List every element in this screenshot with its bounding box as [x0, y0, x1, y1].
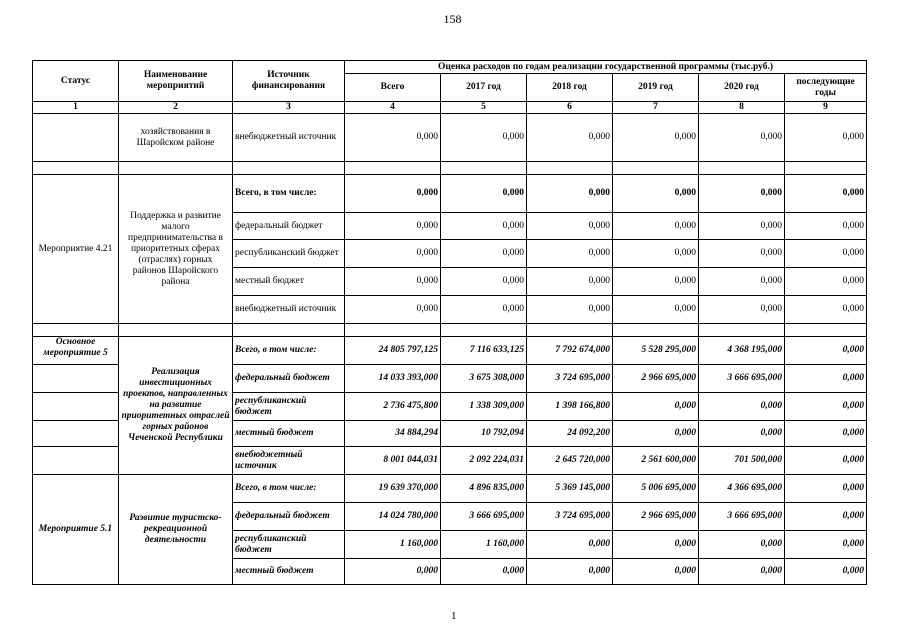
header-status: Статус	[33, 61, 119, 102]
header-source: Источник финансирования	[233, 61, 345, 102]
source-cell: республиканский бюджет	[233, 531, 345, 559]
value-cell: 0,000	[785, 503, 867, 531]
value-cell: 0,000	[527, 268, 613, 296]
value-cell: 0,000	[785, 365, 867, 393]
name-cell: Поддержка и развитие малого предпринимательства в приоритетных сферах (отраслях) горных районов Шаройского района	[119, 175, 233, 324]
value-cell: 0,000	[785, 421, 867, 447]
value-cell: 0,000	[527, 296, 613, 324]
header-2017: 2017 год	[441, 74, 527, 102]
value-cell: 0,000	[785, 393, 867, 421]
source-cell: внебюджетный источник	[233, 296, 345, 324]
value-cell: 0,000	[699, 213, 785, 240]
value-cell: 0,000	[441, 114, 527, 162]
table-row	[33, 114, 867, 162]
index-cell: 9	[785, 102, 867, 114]
header-2019: 2019 год	[613, 74, 699, 102]
source-cell: Всего, в том числе:	[233, 175, 345, 213]
value-cell: 0,000	[441, 175, 527, 213]
value-cell: 2 966 695,000	[613, 365, 699, 393]
value-cell: 7 792 674,000	[527, 337, 613, 365]
value-cell: 1 160,000	[345, 531, 441, 559]
value-cell: 0,000	[785, 114, 867, 162]
value-cell: 2 092 224,031	[441, 447, 527, 475]
value-cell: 0,000	[527, 175, 613, 213]
source-cell: Всего, в том числе:	[233, 337, 345, 365]
index-cell: 2	[119, 102, 233, 114]
status-cell: Основное мероприятие 5	[33, 337, 119, 365]
value-cell: 0,000	[785, 175, 867, 213]
status-cell	[33, 447, 119, 475]
footer-mark: 1	[451, 610, 457, 622]
value-cell: 0,000	[441, 559, 527, 585]
value-cell: 0,000	[613, 296, 699, 324]
value-cell: 0,000	[441, 213, 527, 240]
source-cell: внебюджетный источник	[233, 114, 345, 162]
value-cell: 0,000	[345, 559, 441, 585]
value-cell: 8 001 044,031	[345, 447, 441, 475]
header-name: Наименование мероприятий	[119, 61, 233, 102]
table-row	[33, 475, 867, 503]
index-cell: 8	[699, 102, 785, 114]
index-cell: 1	[33, 102, 119, 114]
header-later: последующие годы	[785, 74, 867, 102]
value-cell: 3 724 695,000	[527, 503, 613, 531]
value-cell: 0,000	[785, 447, 867, 475]
value-cell: 0,000	[613, 421, 699, 447]
value-cell: 14 033 393,000	[345, 365, 441, 393]
value-cell: 1 398 166,800	[527, 393, 613, 421]
value-cell: 0,000	[527, 114, 613, 162]
value-cell: 1 160,000	[441, 531, 527, 559]
separator-row	[33, 162, 867, 175]
value-cell: 2 736 475,800	[345, 393, 441, 421]
value-cell: 3 666 695,000	[699, 503, 785, 531]
status-cell: Мероприятие 4.21	[33, 175, 119, 324]
value-cell: 0,000	[345, 296, 441, 324]
value-cell: 4 368 195,000	[699, 337, 785, 365]
header-group: Оценка расходов по годам реализации государственной программы (тыс.руб.)	[345, 61, 867, 74]
status-cell: Мероприятие 5.1	[33, 475, 119, 585]
value-cell: 0,000	[441, 296, 527, 324]
value-cell: 0,000	[699, 114, 785, 162]
source-cell: внебюджетный источник	[233, 447, 345, 475]
value-cell: 3 666 695,000	[441, 503, 527, 531]
index-row	[33, 102, 867, 114]
index-cell: 3	[233, 102, 345, 114]
value-cell: 0,000	[441, 268, 527, 296]
value-cell: 2 966 695,000	[613, 503, 699, 531]
value-cell: 0,000	[527, 213, 613, 240]
index-cell: 7	[613, 102, 699, 114]
value-cell: 0,000	[699, 421, 785, 447]
name-cell: Развитие туристско-рекреационной деятельности	[119, 475, 233, 585]
value-cell: 0,000	[613, 240, 699, 268]
value-cell: 0,000	[527, 559, 613, 585]
header-2018: 2018 год	[527, 74, 613, 102]
value-cell: 0,000	[441, 240, 527, 268]
name-cell: Реализация инвестиционных проектов, направленных на развитие приоритетных отраслей горных районов Чеченской Республики	[119, 337, 233, 475]
value-cell: 10 792,094	[441, 421, 527, 447]
source-cell: республиканский бюджет	[233, 393, 345, 421]
value-cell: 5 528 295,000	[613, 337, 699, 365]
value-cell: 3 724 695,000	[527, 365, 613, 393]
value-cell: 0,000	[527, 531, 613, 559]
value-cell: 0,000	[699, 296, 785, 324]
value-cell: 0,000	[345, 268, 441, 296]
value-cell: 4 896 835,000	[441, 475, 527, 503]
source-cell: местный бюджет	[233, 559, 345, 585]
source-cell: Всего, в том числе:	[233, 475, 345, 503]
status-cell	[33, 114, 119, 162]
value-cell: 0,000	[699, 531, 785, 559]
value-cell: 3 675 308,000	[441, 365, 527, 393]
value-cell: 0,000	[613, 531, 699, 559]
value-cell: 0,000	[785, 559, 867, 585]
status-cell	[33, 421, 119, 447]
value-cell: 3 666 695,000	[699, 365, 785, 393]
value-cell: 5 006 695,000	[613, 475, 699, 503]
value-cell: 0,000	[699, 240, 785, 268]
value-cell: 7 116 633,125	[441, 337, 527, 365]
value-cell: 14 024 780,000	[345, 503, 441, 531]
source-cell: федеральный бюджет	[233, 503, 345, 531]
value-cell: 24 092,200	[527, 421, 613, 447]
status-cell	[33, 393, 119, 421]
value-cell: 0,000	[785, 531, 867, 559]
value-cell: 5 369 145,000	[527, 475, 613, 503]
source-cell: федеральный бюджет	[233, 365, 345, 393]
value-cell: 0,000	[785, 240, 867, 268]
value-cell: 0,000	[785, 213, 867, 240]
value-cell: 24 805 797,125	[345, 337, 441, 365]
header-total: Всего	[345, 74, 441, 102]
value-cell: 0,000	[613, 559, 699, 585]
value-cell: 0,000	[785, 475, 867, 503]
value-cell: 0,000	[699, 559, 785, 585]
value-cell: 0,000	[345, 240, 441, 268]
value-cell: 0,000	[613, 114, 699, 162]
expenditure-table	[32, 60, 867, 585]
value-cell: 0,000	[785, 296, 867, 324]
value-cell: 0,000	[699, 393, 785, 421]
table-row	[33, 175, 867, 213]
index-cell: 5	[441, 102, 527, 114]
source-cell: республиканский бюджет	[233, 240, 345, 268]
value-cell: 4 366 695,000	[699, 475, 785, 503]
source-cell: местный бюджет	[233, 268, 345, 296]
value-cell: 2 645 720,000	[527, 447, 613, 475]
value-cell: 0,000	[345, 213, 441, 240]
header-2020: 2020 год	[699, 74, 785, 102]
value-cell: 0,000	[613, 393, 699, 421]
value-cell: 34 884,294	[345, 421, 441, 447]
value-cell: 1 338 309,000	[441, 393, 527, 421]
value-cell: 0,000	[699, 268, 785, 296]
value-cell: 0,000	[345, 114, 441, 162]
value-cell: 0,000	[785, 268, 867, 296]
value-cell: 701 500,000	[699, 447, 785, 475]
value-cell: 0,000	[699, 175, 785, 213]
value-cell: 2 561 600,000	[613, 447, 699, 475]
value-cell: 0,000	[345, 175, 441, 213]
source-cell: местный бюджет	[233, 421, 345, 447]
table-row	[33, 337, 867, 365]
status-cell	[33, 365, 119, 393]
page-number: 158	[443, 12, 462, 26]
value-cell: 0,000	[613, 268, 699, 296]
value-cell: 0,000	[785, 337, 867, 365]
value-cell: 0,000	[613, 213, 699, 240]
name-cell: хозяйствования в Шаройском районе	[119, 114, 233, 162]
separator-row	[33, 324, 867, 337]
index-cell: 4	[345, 102, 441, 114]
value-cell: 19 639 370,000	[345, 475, 441, 503]
index-cell: 6	[527, 102, 613, 114]
value-cell: 0,000	[613, 175, 699, 213]
value-cell: 0,000	[527, 240, 613, 268]
source-cell: федеральный бюджет	[233, 213, 345, 240]
